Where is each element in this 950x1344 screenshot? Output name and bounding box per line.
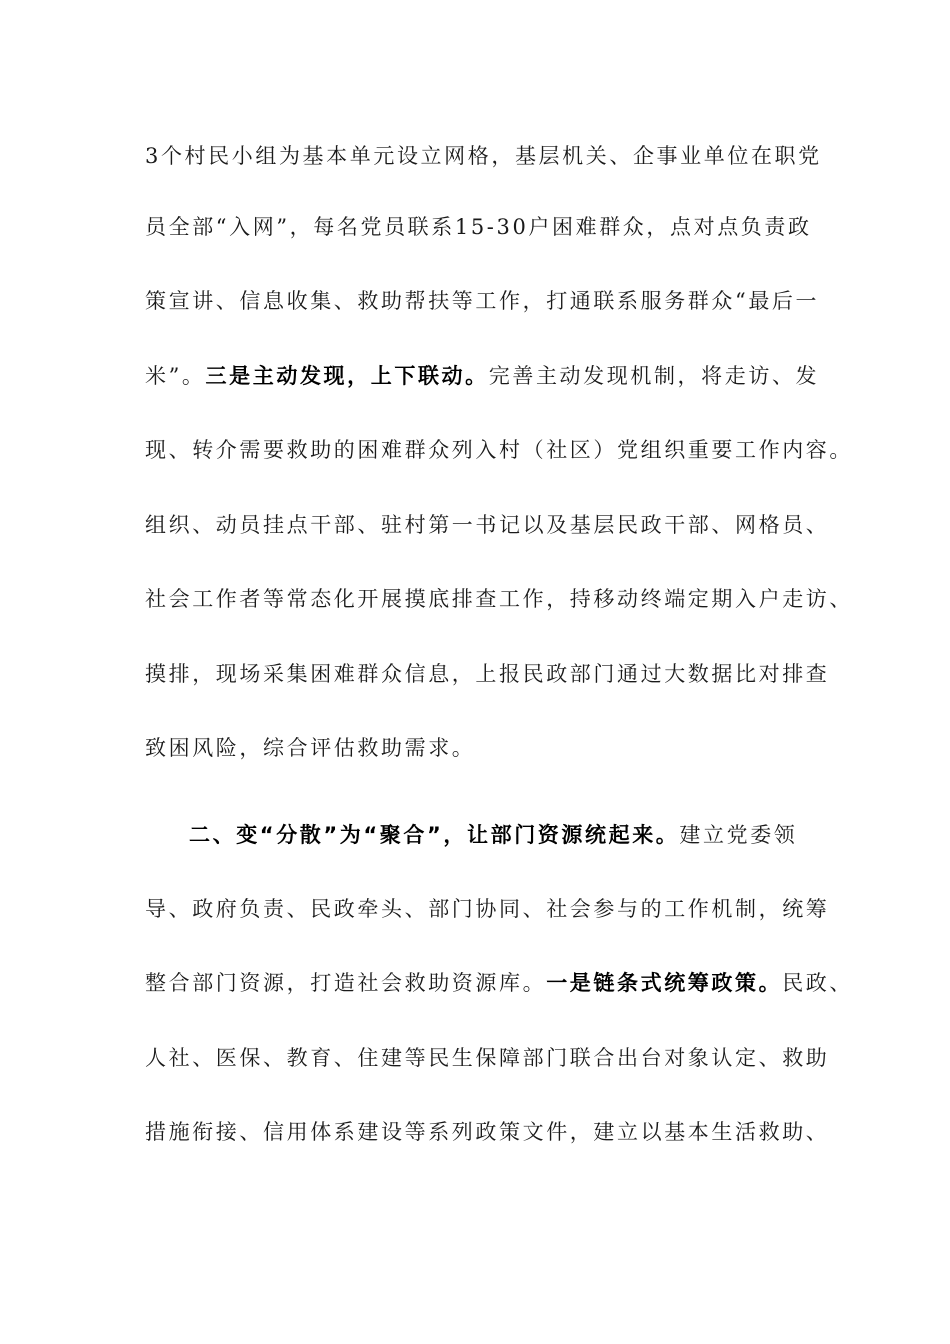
text-line-7: [145, 586, 853, 612]
text-segment: 策宣讲、信息收集、救助帮扶等工作，打通联系服务群众“最后一: [145, 289, 820, 313]
text-segment: 整合部门资源，打造社会救助资源库。: [145, 971, 547, 995]
text-segment: 3个村民小组为基本单元设立网格，基层机关、企事业单位在职党: [145, 144, 822, 168]
text-segment: 建立党委领: [679, 823, 798, 847]
text-line-12: [145, 970, 854, 996]
text-segment: 社会工作者等常态化开展摸底排查工作，持移动终端定期入户走访、: [145, 587, 853, 611]
text-line-2: [145, 214, 825, 240]
text-line-6: [145, 512, 830, 538]
text-line-5: [145, 437, 853, 463]
bold-heading-one: 一是链条式统筹政策。: [546, 971, 783, 995]
section-heading-line: [189, 822, 869, 848]
text-segment: 致困风险，综合评估救助需求。: [145, 736, 476, 760]
text-segment: 现、转介需要救助的困难群众列入村（社区）党组织重要工作内容。: [145, 438, 853, 462]
section-heading-two: 二、变“分散”为“聚合”，让部门资源统起来。: [189, 823, 680, 847]
text-line-1: [145, 143, 825, 169]
text-segment: 措施衔接、信用体系建设等系列政策文件，建立以基本生活救助、: [145, 1120, 830, 1144]
text-segment: 人社、医保、教育、住建等民生保障部门联合出台对象认定、救助: [145, 1046, 830, 1070]
text-segment: 员全部“入网”，每名党员联系15-30户困难群众，点对点负责政: [145, 215, 812, 239]
text-line-13: [145, 1045, 830, 1071]
text-segment: 导、政府负责、民政牵头、部门协同、社会参与的工作机制，统筹: [145, 897, 830, 921]
text-segment: 米”。: [145, 364, 206, 388]
text-line-9: [145, 735, 825, 761]
text-line-4: [145, 363, 825, 389]
text-segment: 民政、: [782, 971, 854, 995]
text-segment: 摸排，现场采集困难群众信息，上报民政部门通过大数据比对排查: [145, 662, 830, 686]
text-line-11: [145, 896, 830, 922]
text-segment: 完善主动发现机制，将走访、发: [488, 364, 820, 388]
text-line-8: [145, 661, 830, 687]
bold-heading-three: 三是主动发现，上下联动。: [205, 364, 489, 388]
text-segment: 组织、动员挂点干部、驻村第一书记以及基层民政干部、网格员、: [145, 513, 830, 537]
text-line-3: [145, 288, 825, 314]
text-line-14: [145, 1119, 830, 1145]
